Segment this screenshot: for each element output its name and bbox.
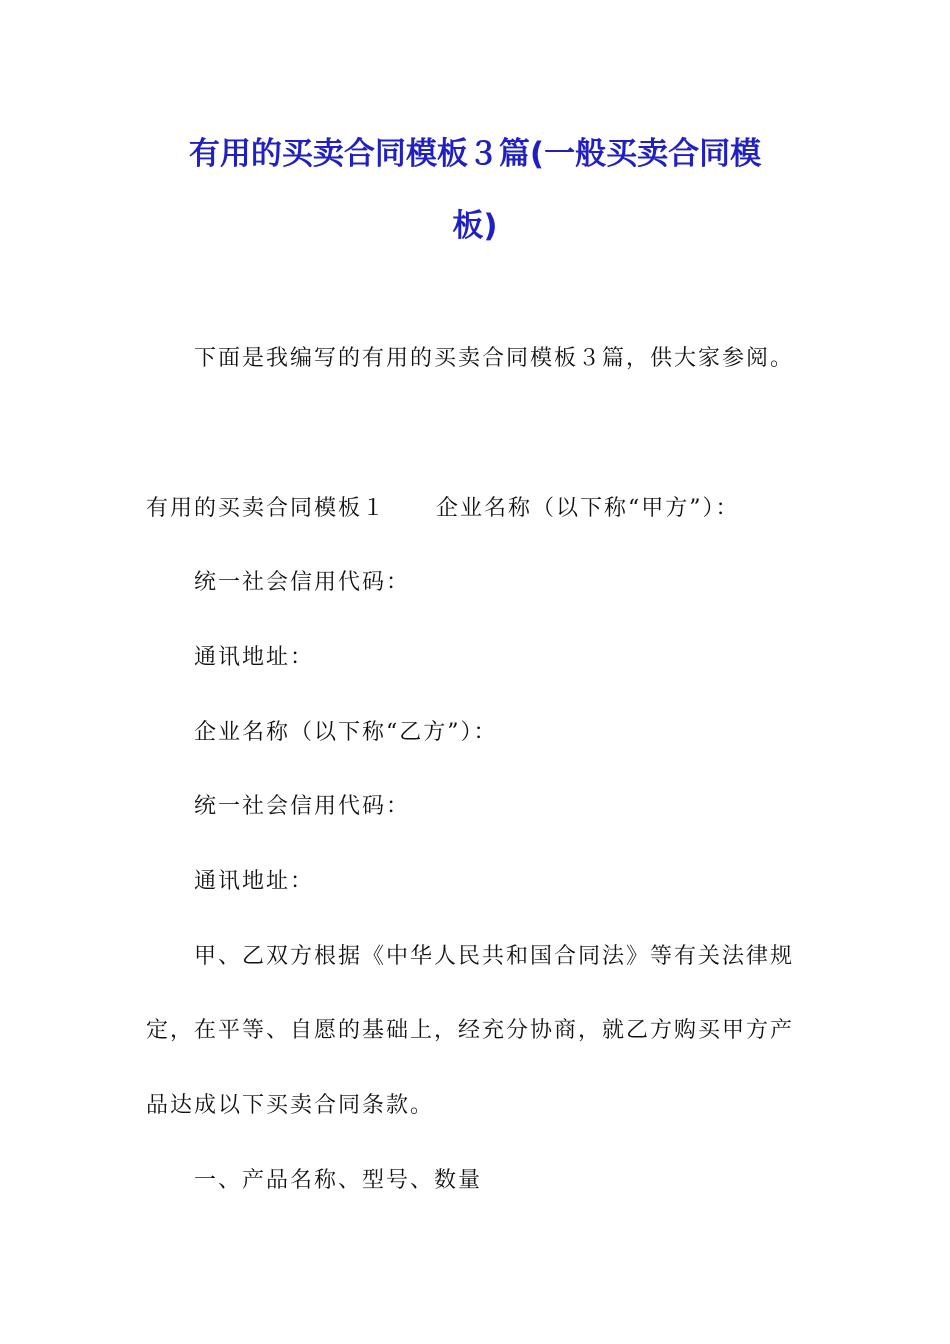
party-a-credit-code: 统一社会信用代码： <box>194 570 411 595</box>
section-heading: 有用的买卖合同模板１ <box>146 496 387 521</box>
party-a-address: 通讯地址： <box>194 645 315 670</box>
party-b-name: 企业名称（以下称“乙方”）： <box>194 720 498 745</box>
party-a-row <box>146 494 740 524</box>
party-b-address: 通讯地址： <box>194 869 315 894</box>
document-title-line-1: 有用的买卖合同模板３篇(一般买卖合同模 <box>188 136 762 172</box>
preamble-line-2: 定，在平等、自愿的基础上，经充分协商，就乙方购买甲方产 <box>146 1018 795 1043</box>
clause-1-heading: 一、产品名称、型号、数量 <box>194 1168 483 1193</box>
party-b-credit-code: 统一社会信用代码： <box>194 794 411 819</box>
preamble-line-3: 品达成以下买卖合同条款。 <box>146 1093 435 1118</box>
intro-paragraph: 下面是我编写的有用的买卖合同模板３篇，供大家参阅。 <box>194 346 795 371</box>
preamble-line-1: 甲、乙双方根据《中华人民共和国合同法》等有关法律规 <box>194 944 795 969</box>
party-a-name: 企业名称（以下称“甲方”）： <box>436 496 740 521</box>
document-title-line-2: 板) <box>452 208 498 244</box>
